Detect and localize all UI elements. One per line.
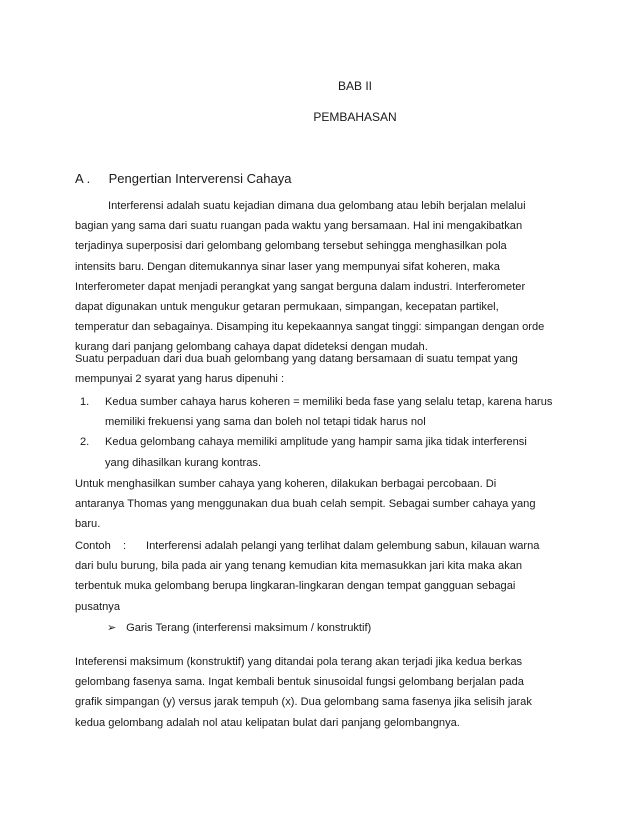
conditions-list <box>80 392 570 473</box>
chapter-heading: BAB II <box>337 79 372 93</box>
list-item <box>80 432 570 472</box>
text-line: mempunyai 2 syarat yang harus dipenuhi : <box>75 373 285 386</box>
paragraph-coherent-source <box>75 474 565 535</box>
text-line: Interferensi adalah suatu kejadian dimana dua gelombang atau lebih berjalan melalui <box>108 200 526 212</box>
text-line: Interferensi adalah pelangi yang terlihat dalam gelembung sabun, kilauan warna <box>146 540 540 552</box>
example-label: Contoh <box>75 540 111 552</box>
text-line: Kedua sumber cahaya harus koheren = memiliki beda fase yang selalu tetap, karena harus <box>105 396 553 408</box>
bullet-item <box>107 621 371 634</box>
text-line: terjadinya superposisi dari gelombang gelombang tersebut sehingga menghasilkan pola <box>75 240 507 253</box>
text-line: Inteferensi maksimum (konstruktif) yang ditandai pola terang akan terjadi jika kedua berkas <box>75 656 523 668</box>
section-title: Pengertian Interverensi Cahaya <box>108 171 292 186</box>
text-line: pusatnya <box>75 600 121 613</box>
arrowhead-bullet-icon: ➢ <box>107 622 117 634</box>
text-line: yang dihasilkan kurang kontras. <box>105 456 262 469</box>
text-line: kedua gelombang adalah nol atau kelipatan bulat dari panjang gelombangnya. <box>75 716 460 729</box>
list-number: 1. <box>80 396 90 408</box>
text-line: dapat digunakan untuk mengukur getaran permukaan, simpangan, kecepatan partikel, <box>75 301 499 314</box>
text-line: Kedua gelombang cahaya memiliki amplitude yang hampir sama jika tidak interferensi <box>105 436 527 449</box>
text-line: Interferometer dapat menjadi perangkat yang sangat berguna dalam industri. Interferometer <box>75 280 526 293</box>
example-colon: : <box>123 540 127 552</box>
list-number: 2. <box>80 436 90 449</box>
text-line: Suatu perpaduan dari dua buah gelombang yang datang bersamaan di suatu tempat yang <box>75 353 518 365</box>
text-line: baru. <box>75 518 101 531</box>
paragraph-definition <box>75 196 565 358</box>
example-block <box>75 536 565 617</box>
example-first-line <box>75 536 565 556</box>
text-line: gelombang fasenya sama. Ingat kembali bentuk sinusoidal fungsi gelombang berjalan pada <box>75 676 524 689</box>
text-line: memiliki frekuensi yang sama dan boleh nol tetapi tidak harus nol <box>105 416 426 429</box>
section-letter: A . <box>75 171 91 186</box>
text-line: terbentuk muka gelombang berupa lingkaran-lingkaran dengan tempat gangguan sebagai <box>75 580 516 593</box>
section-heading <box>75 171 291 186</box>
text-line: temperatur dan sebagainya. Disamping itu kepekaannya sangat tinggi: simpangan dengan orde <box>75 321 545 334</box>
list-item <box>80 392 570 432</box>
bullet-text: Garis Terang (interferensi maksimum / konstruktif) <box>126 622 372 634</box>
text-line: grafik simpangan (y) versus jarak tempuh (x). Dua gelombang sama fasenya jika selisih jarak <box>75 696 532 709</box>
text-line: intensits baru. Dengan ditemukannya sinar laser yang mempunyai sifat koheren, maka <box>75 260 500 273</box>
text-line: bagian yang sama dari suatu ruangan pada waktu yang bersamaan. Hal ini mengakibatkan <box>75 220 523 233</box>
text-line: Untuk menghasilkan sumber cahaya yang koheren, dilakukan berbagai percobaan. Di <box>75 478 497 490</box>
text-line: kurang dari panjang gelombang cahaya dapat dideteksi dengan mudah. <box>75 341 428 354</box>
chapter-title: PEMBAHASAN <box>313 110 397 124</box>
paragraph-constructive <box>75 652 565 733</box>
text-line: antaranya Thomas yang menggunakan dua buah celah sempit. Sebagai sumber cahaya yang <box>75 498 536 511</box>
paragraph-conditions-intro <box>75 349 565 389</box>
text-line: dari bulu burung, bila pada air yang tenang kemudian kita memasukkan jari kita maka akan <box>75 560 523 573</box>
